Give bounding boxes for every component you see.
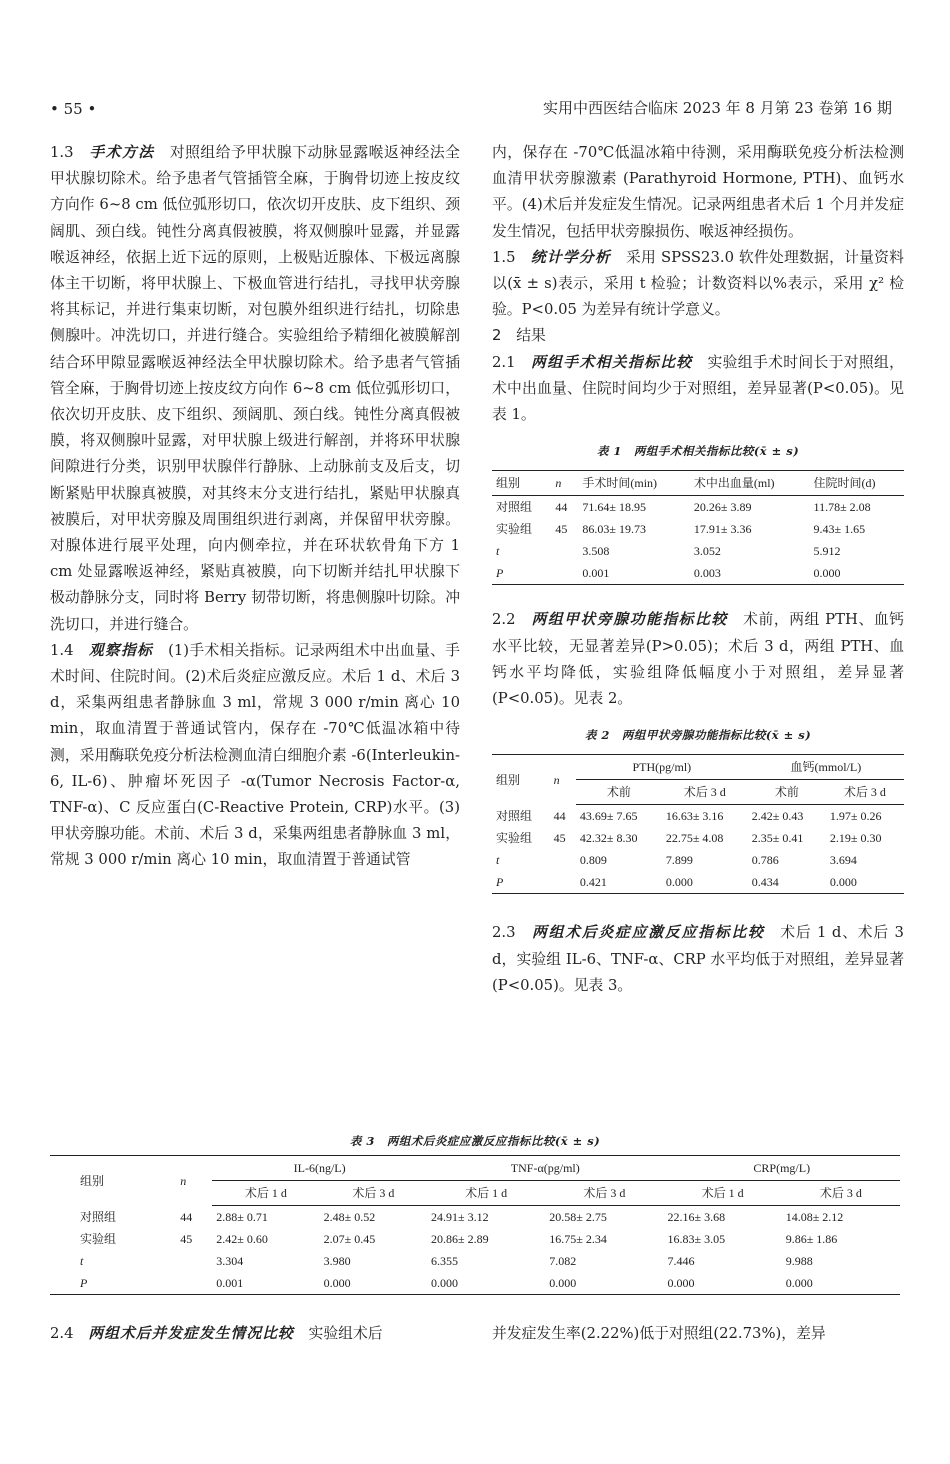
table-cell: 1.97± 0.26 — [829, 809, 882, 824]
table-cell: 对照组 — [496, 809, 533, 824]
table-row — [50, 1228, 900, 1250]
section-number: 2.1 — [492, 353, 516, 371]
section-2-4-start — [50, 1322, 460, 1343]
section-title: 两组甲状旁腺功能指标比较 — [531, 611, 728, 629]
table-cell: 3.508 — [582, 544, 610, 559]
section-title: 手术方法 — [89, 144, 155, 161]
table-cell: 0.001 — [582, 566, 610, 581]
table-header: CRP(mg/L) — [753, 1161, 811, 1175]
table-cell: 0.000 — [665, 875, 693, 890]
table-subheader: 术后 3 d — [545, 1181, 663, 1206]
table-cell: 实验组 — [496, 522, 533, 537]
table-cell: 9.43± 1.65 — [813, 522, 866, 537]
section-2-2 — [492, 607, 904, 712]
table-cell: 7.082 — [549, 1254, 577, 1268]
table-cell: 2.35± 0.41 — [751, 831, 804, 846]
table-cell: 3.304 — [216, 1254, 244, 1268]
table-cell: 0.000 — [829, 875, 857, 890]
table-cell: 22.75± 4.08 — [665, 831, 724, 846]
table-cell: 11.78± 2.08 — [813, 500, 871, 515]
table-cell: 9.988 — [785, 1254, 813, 1268]
table-row — [492, 849, 904, 871]
table-cell: 45 — [180, 1232, 193, 1246]
section-2-4-continued: 并发症发生率(2.22%)低于对照组(22.73%)，差异 — [492, 1325, 826, 1342]
table-cell: 对照组 — [496, 500, 533, 515]
table-cell: 2.19± 0.30 — [829, 831, 882, 846]
table-cell: 0.434 — [751, 875, 779, 890]
table-cell: P — [496, 566, 504, 581]
table-cell: 3.980 — [323, 1254, 351, 1268]
table-cell: P — [496, 875, 504, 890]
section-1-3 — [50, 140, 460, 638]
table-cell: 44 — [553, 809, 566, 824]
table-cell: 0.000 — [431, 1276, 459, 1290]
table-cell: 24.91± 3.12 — [431, 1210, 489, 1224]
section-2-1 — [492, 350, 904, 429]
table-header: 住院时间(d) — [810, 471, 904, 496]
paragraph: 术后 1 d、术后 3 d，实验组 IL-6、TNF-α、CRP 水平均低于对照组，差异显著(P<0.05)。见表 3。 — [492, 924, 904, 994]
table-cell — [550, 849, 576, 871]
table-row — [50, 1250, 900, 1272]
table-cell: 0.000 — [323, 1276, 351, 1290]
section-title: 两组术后并发症发生情况比较 — [88, 1325, 294, 1342]
table-header: n — [180, 1173, 187, 1188]
paragraph: (1)手术相关指标。记录两组术中出血量、手术时间、住院时间。(2)术后炎症应激反应。术后 1 d、术后 3 d，采集两组患者静脉血 3 ml，常规 3 000 r/min 离心 10 min，取血清置于普通试管内，保存在 -70℃低温冰箱中待测，采用酶联免疫分析法检测血清白细胞介素 -6(Interleukin-6, IL-6)、肿瘤坏死因子 -α(Tumor Necrosis Factor-α, TNF-α)、C 反应蛋白(C-Reactive Protein, CRP)水平。(3)甲状旁腺功能。术前、术后 3 d，采集两组患者静脉血 3 ml，常规 3 000 r/min 离心 10 min，取血清置于普通试管 — [50, 641, 460, 869]
table-row — [50, 1272, 900, 1295]
table-cell: 0.000 — [785, 1276, 813, 1290]
table-2 — [492, 754, 904, 894]
table-subheader: 术后 3 d — [826, 780, 904, 805]
table-row — [492, 496, 904, 519]
table-row — [50, 1206, 900, 1229]
table-cell: 实验组 — [496, 831, 533, 846]
table-1 — [492, 470, 904, 585]
table-header: 组别 — [492, 471, 551, 496]
table-cell: 7.899 — [665, 853, 693, 868]
table-cell: 0.000 — [813, 566, 841, 581]
table-cell — [550, 871, 576, 894]
table-cell: 2.42± 0.60 — [216, 1232, 268, 1246]
table-cell: 对照组 — [80, 1209, 117, 1224]
table-header: TNF-α(pg/ml) — [510, 1161, 580, 1175]
table-subheader: 术后 1 d — [212, 1181, 319, 1206]
table-cell: 44 — [180, 1209, 193, 1224]
table-cell: 2.07± 0.45 — [323, 1232, 376, 1246]
table-2-caption: 表 2 两组甲状旁腺功能指标比较(x̄ ± s) — [584, 728, 812, 743]
table-cell: 7.446 — [667, 1254, 695, 1268]
table-cell: 42.32± 8.30 — [579, 831, 638, 846]
table-cell: 71.64± 18.95 — [582, 500, 646, 515]
table-cell: t — [80, 1254, 84, 1268]
table-row — [492, 518, 904, 540]
table-cell: 20.86± 2.89 — [431, 1232, 489, 1246]
table-subheader: 术前 — [748, 780, 826, 805]
table-cell: t — [496, 853, 500, 868]
table-cell: P — [80, 1276, 88, 1290]
section-1-4 — [50, 638, 460, 874]
table-header: IL-6(ng/L) — [293, 1161, 346, 1175]
table-cell: 0.786 — [751, 853, 779, 868]
table-header: 术中出血量(ml) — [690, 471, 810, 496]
results-heading: 2 结果 — [492, 327, 546, 345]
table-cell: 0.001 — [216, 1276, 244, 1290]
table-subheader: 术后 3 d — [662, 780, 748, 805]
table-cell: 3.052 — [693, 544, 721, 559]
paragraph: 对照组给予甲状腺下动脉显露喉返神经法全甲状腺切除术。给予患者气管插管全麻，于胸骨切迹上按皮纹方向作 6~8 cm 低位弧形切口，依次切开皮肤、皮下组织、颈阔肌、颈白线。钝性分离真假被膜，将双侧腺叶显露，并显露喉返神经，依据上近下远的原则，上极贴近腺体、下极远离腺体主干切断，将甲状腺上、下极血管进行结扎，寻找甲状旁腺将其标记，并进行集束切断，对包膜外组织进行结扎，切除患侧腺叶。冲洗切口，并进行缝合。实验组给予精细化被膜解剖结合环甲隙显露喉返神经法全甲状腺切除术。给予患者气管插管全麻，于胸骨切迹上按皮纹方向作 6~8 cm 低位弧形切口，依次切开皮肤、皮下组织、颈阔肌、颈白线。钝性分离真假被膜，将双侧腺叶显露，对甲状腺上级进行解剖，并将环甲状腺间隙进行分类，识别甲状腺伴行静脉、上动脉前支及后支，切断紧贴甲状腺真被膜，对其终末分支进行结扎，紧贴甲状腺真被膜后，对甲状旁腺及周围组织进行剥离，并保留甲状旁腺。对腺体进行展平处理，向内侧牵拉，并在环状软骨角下方 1 cm 处显露喉返神经，紧贴真被膜，向下切断并结扎甲状腺下极动静脉分支，同时将 Berry 韧带切断，将患侧腺叶切除。冲洗切口，并进行缝合。 — [50, 144, 460, 633]
section-number: 1.3 — [50, 144, 74, 161]
section-number: 2.2 — [492, 611, 516, 629]
table-cell — [176, 1250, 212, 1272]
paragraph: 实验组手术时间长于对照组，术中出血量、住院时间均少于对照组，差异显著(P<0.05)。见表 1。 — [492, 353, 904, 424]
table-cell: 14.08± 2.12 — [785, 1210, 844, 1224]
table-cell: 16.75± 2.34 — [549, 1232, 607, 1246]
paragraph: 采用 SPSS23.0 软件处理数据，计量资料以(x̄ ± s)表示，采用 t 检验；计数资料以%表示，采用 χ² 检验。P<0.05 为差异有统计学意义。 — [492, 248, 904, 319]
left-column — [50, 140, 460, 874]
section-title: 统计学分析 — [530, 248, 611, 266]
table-subheader: 术后 1 d — [663, 1181, 781, 1206]
table-row — [492, 827, 904, 849]
section-number: 2.4 — [50, 1325, 74, 1342]
table-header: n — [553, 773, 560, 788]
table-subheader: 术后 3 d — [782, 1181, 900, 1206]
table-cell: 16.83± 3.05 — [667, 1232, 726, 1246]
paragraph: 术前，两组 PTH、血钙水平比较，无显著差异(P>0.05)；术后 3 d，两组 PTH、血钙水平均降低，实验组降低幅度小于对照组，差异显著(P<0.05)。见表 2。 — [492, 611, 904, 708]
table-cell: 44 — [555, 500, 568, 515]
table-1-caption: 表 1 两组手术相关指标比较(x̄ ± s) — [596, 444, 800, 459]
table-cell: 实验组 — [80, 1232, 117, 1246]
right-column — [492, 140, 904, 999]
section-number: 1.5 — [492, 248, 516, 266]
table-cell: 0.003 — [693, 566, 721, 581]
table-header: PTH(pg/ml) — [632, 760, 692, 775]
table-cell: 2.48± 0.52 — [323, 1210, 376, 1224]
table-cell: 43.69± 7.65 — [579, 809, 638, 824]
table-cell: 9.86± 1.86 — [785, 1232, 838, 1246]
table-header: 组别 — [496, 773, 521, 788]
table-cell: 45 — [555, 522, 568, 537]
section-number: 2.3 — [492, 924, 516, 942]
table-row — [492, 540, 904, 562]
table-cell: 0.000 — [549, 1276, 577, 1290]
table-row — [492, 871, 904, 894]
table-cell: 16.63± 3.16 — [665, 809, 724, 824]
table-cell: 86.03± 19.73 — [582, 522, 646, 537]
table-cell — [551, 562, 578, 585]
section-title: 两组术后炎症应激反应指标比较 — [531, 924, 765, 942]
page-number: • 55 • — [50, 100, 97, 118]
table-header: 组别 — [80, 1173, 105, 1188]
table-cell: 20.58± 2.75 — [549, 1210, 607, 1224]
table-3-caption: 表 3 两组术后炎症应激反应指标比较(x̄ ± s) — [349, 1134, 601, 1148]
table-cell: 0.809 — [579, 853, 607, 868]
table-cell: 22.16± 3.68 — [667, 1210, 726, 1224]
table-header: 血钙(mmol/L) — [790, 760, 862, 775]
table-cell: 20.26± 3.89 — [693, 500, 752, 515]
table-cell: 17.91± 3.36 — [693, 522, 752, 537]
table-cell: 0.000 — [667, 1276, 695, 1290]
table-header: 手术时间(min) — [578, 471, 690, 496]
table-3-block — [50, 1133, 900, 1295]
table-cell: 2.88± 0.71 — [216, 1210, 268, 1224]
section-number: 1.4 — [50, 641, 74, 659]
table-row — [492, 805, 904, 828]
table-cell: t — [496, 544, 500, 559]
table-cell — [176, 1272, 212, 1295]
table-cell: 2.42± 0.43 — [751, 809, 804, 824]
paragraph: 实验组术后 — [308, 1325, 383, 1342]
section-title: 观察指标 — [88, 641, 154, 659]
section-1-5 — [492, 245, 904, 324]
table-cell — [551, 540, 578, 562]
table-3 — [50, 1155, 900, 1295]
table-cell: 45 — [553, 831, 566, 846]
section-title: 两组手术相关指标比较 — [531, 353, 693, 371]
table-subheader: 术前 — [576, 780, 662, 805]
table-cell: 6.355 — [431, 1254, 459, 1268]
table-cell: 3.694 — [829, 853, 857, 868]
section-2-3 — [492, 920, 904, 999]
journal-header: 实用中西医结合临床 2023 年 8 月第 23 卷第 16 期 — [542, 99, 892, 117]
table-subheader: 术后 3 d — [320, 1181, 427, 1206]
table-cell: 0.421 — [579, 875, 607, 890]
table-subheader: 术后 1 d — [427, 1181, 545, 1206]
table-header: n — [551, 471, 578, 496]
paragraph-continued: 内，保存在 -70℃低温冰箱中待测，采用酶联免疫分析法检测血清甲状旁腺激素 (Parathyroid Hormone, PTH)、血钙水平。(4)术后并发症发生情况。记录两组患者术后 1 个月并发症发生情况，包括甲状旁腺损伤、喉返神经损伤。 — [492, 144, 904, 240]
table-row — [492, 562, 904, 585]
table-cell: 5.912 — [813, 544, 841, 559]
